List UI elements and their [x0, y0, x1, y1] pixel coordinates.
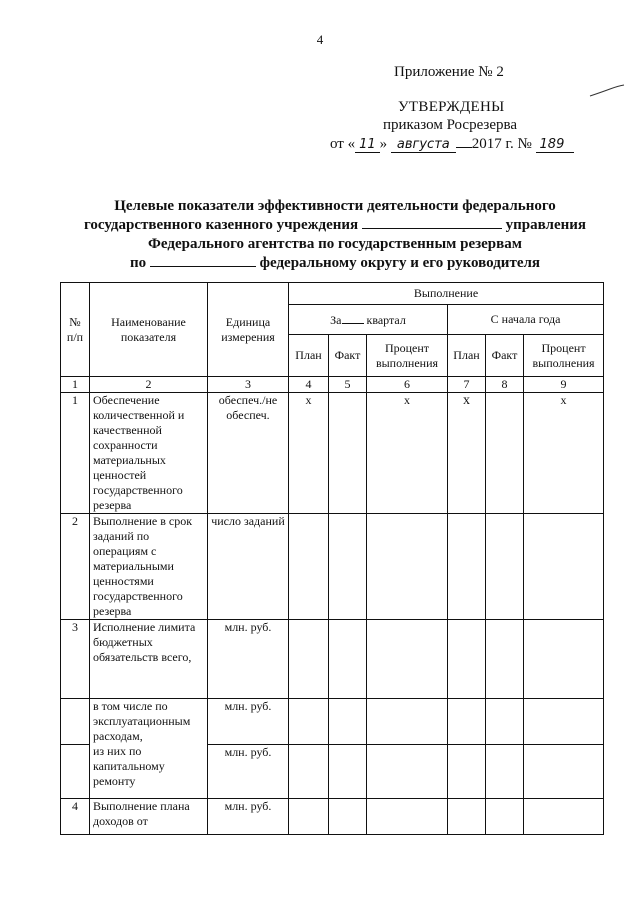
cell-cross: х	[448, 393, 486, 514]
pen-mark-icon	[588, 83, 626, 99]
title-line-1: Целевые показатели эффективности деятельности федерального	[114, 198, 556, 214]
title-line-4: по федеральному округу и его руководителя	[129, 255, 541, 271]
cell-cross: х	[289, 393, 329, 514]
header-no: № п/п	[61, 283, 90, 377]
number-prefix: №	[517, 136, 532, 152]
header-q-plan: План	[289, 335, 329, 377]
table-row: в том числе по эксплуатационным расходам, млн. руб.	[61, 699, 604, 745]
document-title	[70, 197, 600, 273]
handwritten-number: 189	[536, 137, 575, 153]
header-q-percent: Процент выполнения	[367, 335, 448, 377]
date-year: 2017 г.	[471, 136, 514, 152]
title-line-2: государственного казенного учреждения управления	[83, 217, 587, 233]
header-name: Наименование показателя	[90, 283, 208, 377]
table-row: из них по капитальному ремонту млн. руб.	[61, 744, 604, 798]
col-num: 6	[367, 377, 448, 393]
col-num: 8	[486, 377, 524, 393]
indicators-table	[60, 282, 604, 835]
table-row: 1 Обеспечение количественной и качественной сохранности материальных ценностей государственного резерва обеспеч./не обеспеч. х х х х	[61, 393, 604, 514]
header-quarter: За квартал	[289, 305, 448, 335]
handwritten-day: 11	[355, 137, 380, 153]
approval-date-line	[330, 135, 574, 153]
col-num: 1	[61, 377, 90, 393]
col-num: 2	[90, 377, 208, 393]
header-q-fact: Факт	[329, 335, 367, 377]
page-number: 4	[316, 32, 324, 47]
table-row: 2 Выполнение в срок заданий по операциям с материальными ценностями государственного резерва число заданий	[61, 514, 604, 620]
header-y-percent: Процент выполнения	[524, 335, 604, 377]
header-unit: Единица измерения	[208, 283, 289, 377]
date-prefix: от «	[330, 136, 356, 152]
col-num: 4	[289, 377, 329, 393]
header-y-plan: План	[448, 335, 486, 377]
blank-district	[150, 254, 256, 267]
header-since-year: С начала года	[448, 305, 604, 335]
col-num: 9	[524, 377, 604, 393]
header-y-fact: Факт	[486, 335, 524, 377]
col-num: 5	[329, 377, 367, 393]
table-row: 3 Исполнение лимита бюджетных обязательств всего, млн. руб.	[61, 620, 604, 699]
header-execution: Выполнение	[289, 283, 604, 305]
approval-order: приказом Росрезерва	[383, 117, 518, 133]
cell-cross: х	[367, 393, 448, 514]
approval-heading: УТВЕРЖДЕНЫ	[398, 99, 505, 115]
blank-institution	[362, 216, 502, 229]
handwritten-month: августа	[391, 137, 456, 153]
col-num: 3	[208, 377, 289, 393]
column-numbers-row	[61, 377, 604, 393]
title-line-3: Федерального агентства по государственным резервам	[148, 236, 522, 252]
date-mid: »	[379, 136, 388, 152]
col-num: 7	[448, 377, 486, 393]
cell-cross: х	[524, 393, 604, 514]
table-row: 4 Выполнение плана доходов от млн. руб.	[61, 798, 604, 834]
appendix-label: Приложение № 2	[394, 64, 504, 80]
